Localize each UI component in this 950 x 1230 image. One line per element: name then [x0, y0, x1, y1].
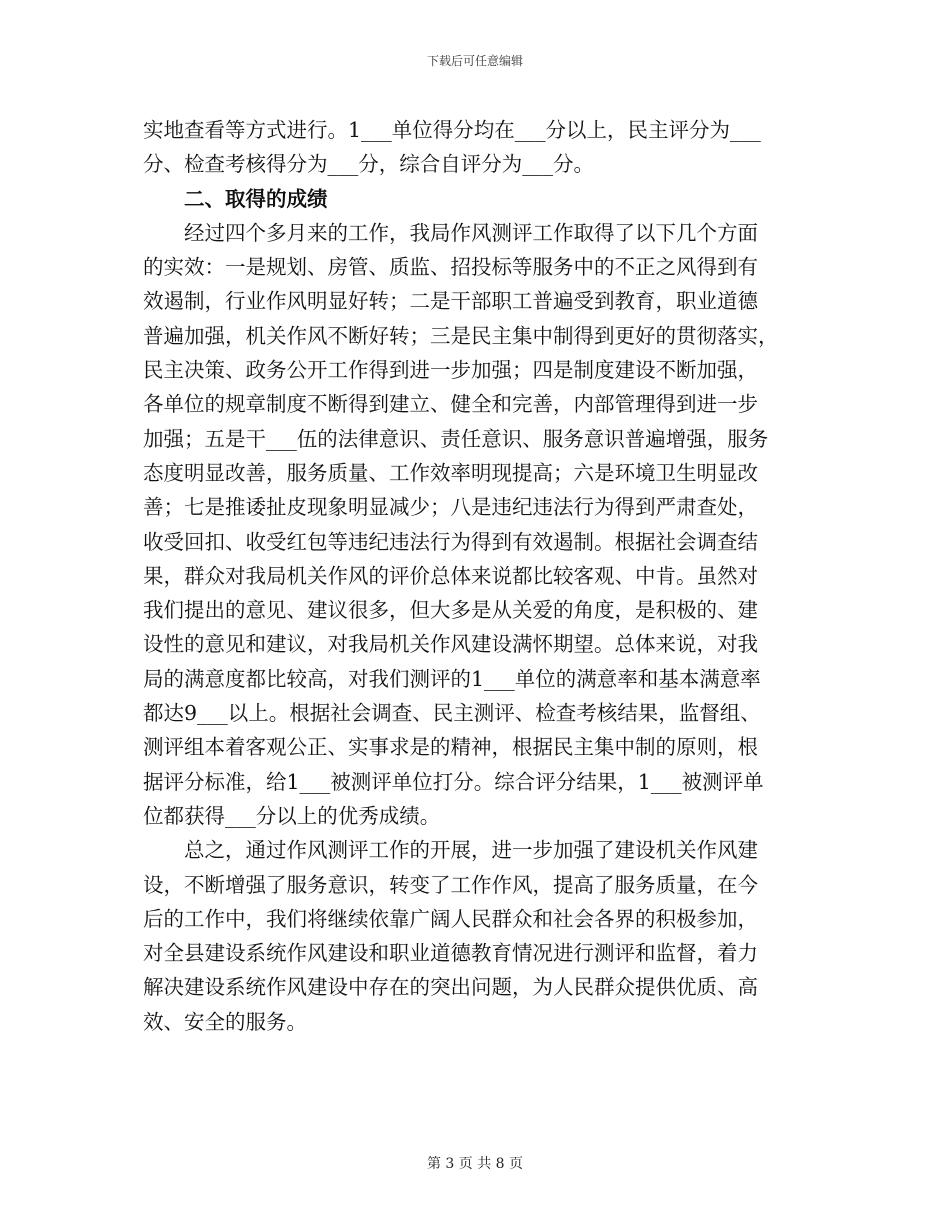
body-line: 实地查看等方式进行。1___单位得分均在___分以上，民主评分为___ [143, 118, 761, 142]
body-line: 果，群众对我局机关作风的评价总体来说都比较客观、中肯。虽然对 [143, 563, 758, 588]
body-line: 测评组本着客观公正、实事求是的精神，根据民主集中制的原则，根 [143, 735, 758, 760]
body-line: 都达9___以上。根据社会调查、民主测评、检查考核结果，监督组、 [143, 701, 761, 726]
body-line: 普遍加强，机关作风不断好转；三是民主集中制得到更好的贯彻落实， [143, 323, 779, 348]
body-line: 局的满意度都比较高，对我们测评的1___单位的满意率和基本满意率 [143, 666, 761, 691]
body-line: 态度明显改善，服务质量、工作效率明现提高；六是环境卫生明显改 [143, 460, 758, 485]
body-line: 解决建设系统作风建设中存在的突出问题，为人民群众提供优质、高 [143, 975, 758, 1000]
body-line: 后的工作中，我们将继续依靠广阔人民群众和社会各界的积极参加， [143, 906, 758, 931]
body-line: 加强；五是干___伍的法律意识、责任意识、服务意识普遍增强，服务 [143, 426, 769, 451]
document-body [143, 113, 807, 1039]
body-line: 各单位的规章制度不断得到建立、健全和完善，内部管理得到进一步 [143, 392, 758, 417]
body-line: 分、检查考核得分为___分，综合自评分为___分。 [143, 152, 594, 177]
body-line: 我们提出的意见、建议很多，但大多是从关爱的角度，是积极的、建 [143, 598, 758, 623]
page-header: 下载后可任意编辑 [426, 54, 523, 68]
body-line: 的实效：一是规划、房管、质监、招投标等服务中的不正之风得到有 [143, 255, 758, 280]
body-line: 总之，通过作风测评工作的开展，进一步加强了建设机关作风建 [143, 838, 758, 863]
body-line: 对全县建设系统作风建设和职业道德教育情况进行测评和监督，着力 [143, 941, 758, 966]
body-line: 设性的意见和建议，对我局机关作风建设满怀期望。总体来说，对我 [143, 632, 758, 657]
page-number: 第 3 页 共 8 页 [426, 1156, 524, 1172]
body-line: 民主决策、政务公开工作得到进一步加强；四是制度建设不断加强， [143, 358, 758, 383]
body-line: 效、安全的服务。 [143, 1009, 307, 1034]
body-line: 设，不断增强了服务意识，转变了工作作风，提高了服务质量，在今 [143, 872, 758, 897]
section-heading: 二、取得的成绩 [143, 186, 328, 211]
body-line: 经过四个多月来的工作，我局作风测评工作取得了以下几个方面 [143, 220, 758, 245]
body-line: 收受回扣、收受红包等违纪违法行为得到有效遏制。根据社会调查结 [143, 529, 758, 554]
body-line: 善；七是推诿扯皮现象明显减少；八是违纪违法行为得到严肃查处， [143, 495, 758, 520]
body-line: 位都获得___分以上的优秀成绩。 [143, 803, 441, 828]
body-line: 效遏制，行业作风明显好转；二是干部职工普遍受到教育，职业道德 [143, 289, 758, 314]
body-line: 据评分标准，给1___被测评单位打分。综合评分结果，1___被测评单 [143, 769, 764, 794]
